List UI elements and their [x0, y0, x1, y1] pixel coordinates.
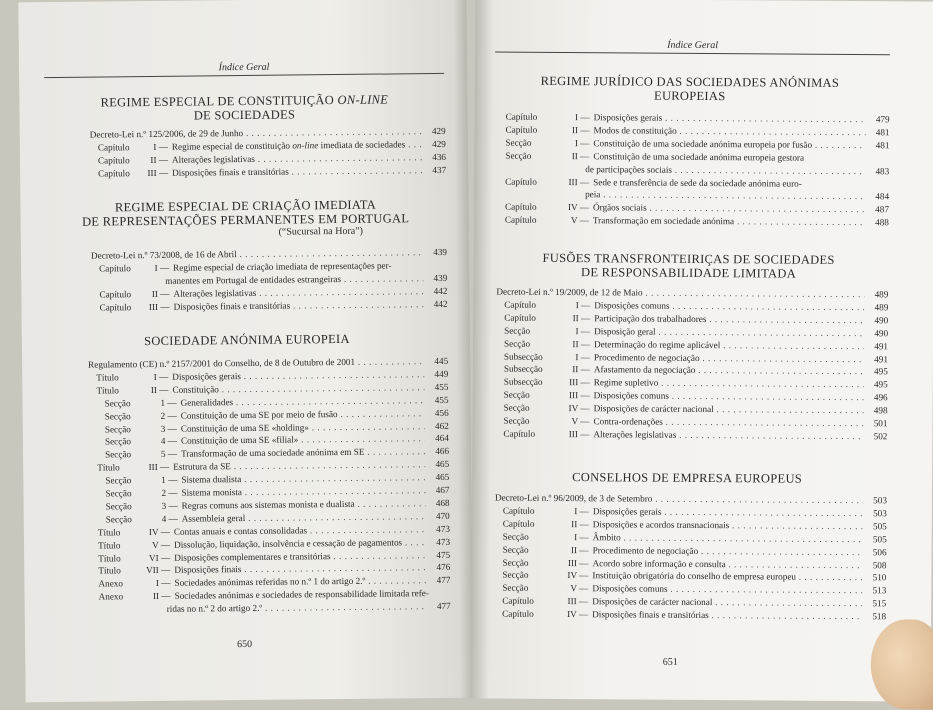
- entry-text: Transformação em sociedade anónima . . .: [593, 214, 865, 229]
- entry-page: 439: [423, 272, 447, 285]
- entry-text: Disposições gerais . . .: [594, 111, 866, 126]
- toc-group: [475, 0, 933, 2]
- entry-number: I —: [130, 577, 174, 590]
- entry-text: Decreto-Lei n.º 96/2009, de 3 de Setembro . . .: [495, 492, 863, 508]
- entry-text: Constituição de uma sociedade anónima europeia gestora: [593, 150, 865, 165]
- section-title-line: CONSELHOS DE EMPRESA EUROPEUS: [502, 470, 872, 487]
- entry-number: V —: [546, 582, 592, 595]
- left-page: [18, 0, 473, 702]
- entry-text: Acordo sobre informação e consulta . . .: [592, 557, 862, 572]
- entry-page: 484: [865, 191, 889, 204]
- entry-number: III —: [547, 428, 593, 441]
- entry-label: Capítulo: [502, 608, 546, 621]
- toc-group: [18, 0, 466, 2]
- entry-page: 481: [865, 126, 889, 139]
- entry-page: 470: [426, 510, 450, 523]
- entry-number: II —: [547, 124, 593, 137]
- entry-number: I —: [548, 299, 594, 312]
- entry-number: V —: [547, 214, 593, 227]
- entry-label: Secção: [502, 582, 546, 595]
- toc-group: [18, 0, 466, 2]
- entry-page: 503: [863, 494, 887, 507]
- entry-label: Secção: [96, 397, 136, 410]
- entry-page: 489: [864, 301, 888, 314]
- entry-text: Procedimento de negociação . . .: [593, 544, 863, 559]
- entry-number: IV —: [130, 525, 174, 538]
- entry-page: 436: [422, 151, 446, 164]
- toc-entry: [503, 427, 887, 443]
- entry-label: Secção: [504, 402, 548, 415]
- entry-text: Constituição de uma SE «holding» . . .: [181, 420, 425, 436]
- entry-label: Secção: [97, 423, 137, 436]
- entry-text: Disposições e acordos transnacionais . . .: [593, 518, 863, 533]
- entry-text: Disposições de carácter nacional . . .: [592, 595, 862, 610]
- entry-label: Capítulo: [98, 141, 132, 154]
- entry-text: Sistema dualista . . .: [181, 471, 425, 487]
- entry-label: Capítulo: [98, 154, 132, 167]
- entry-number: II —: [547, 150, 593, 163]
- entry-label: Secção: [502, 556, 546, 569]
- entry-label: Anexo: [98, 578, 130, 591]
- entry-page: 455: [424, 381, 448, 394]
- entry-number: III —: [546, 595, 592, 608]
- entry-page: 489: [864, 288, 888, 301]
- entry-label: Capítulo: [505, 201, 547, 214]
- entry-label: Título: [97, 461, 129, 474]
- section-title-line: REGIME ESPECIAL DE CONSTITUIÇÃO ON-LINE: [79, 92, 409, 109]
- entry-number: I —: [547, 505, 593, 518]
- right-page: [471, 0, 933, 702]
- entry-page: 506: [863, 546, 887, 559]
- entry-number: 4 —: [138, 512, 182, 525]
- entry-label: Título: [98, 526, 130, 539]
- entry-label: Secção: [504, 324, 548, 337]
- entry-number: 3 —: [137, 422, 181, 435]
- entry-page: 439: [423, 246, 447, 259]
- section-title-line: DE SOCIEDADES: [79, 106, 409, 123]
- entry-number: 4 —: [137, 435, 181, 448]
- entry-label: Secção: [97, 487, 137, 500]
- entry-number: IV —: [548, 402, 594, 415]
- entry-label: Secção: [504, 389, 548, 402]
- entry-text: Participação dos trabalhadores . . .: [594, 312, 864, 327]
- entry-text: de participações sociais . . .: [585, 163, 865, 178]
- entry-label: Secção: [505, 149, 547, 162]
- thumb: [870, 619, 933, 709]
- section-title-line: REGIME JURÍDICO DAS SOCIEDADES ANÓNIMAS: [505, 74, 875, 91]
- entry-number: V —: [547, 415, 593, 428]
- entry-page: 465: [425, 471, 449, 484]
- running-head-right: Índice Geral: [495, 39, 890, 56]
- entry-text: Disposições comuns . . .: [594, 389, 864, 404]
- toc-entry: [167, 600, 451, 616]
- entry-label: Secção: [98, 500, 138, 513]
- entry-label: Secção: [97, 448, 137, 461]
- toc-group: [18, 0, 466, 2]
- entry-text: manentes em Portugal de entidades estrangeiras . . .: [165, 272, 423, 288]
- entry-text: Disposições finais e transitórias . . .: [592, 608, 862, 623]
- entry-page: 476: [426, 561, 450, 574]
- entry-label: Secção: [98, 513, 138, 526]
- entry-number: II —: [548, 312, 594, 325]
- entry-page: 475: [426, 548, 450, 561]
- page-number: 650: [237, 639, 252, 650]
- entry-page: 488: [865, 216, 889, 229]
- entry-number: II —: [547, 518, 593, 531]
- entry-label: Título: [98, 552, 130, 565]
- entry-number: 5 —: [137, 448, 181, 461]
- entry-text: Constituição de uma SE por meio de fusão . . .: [181, 407, 425, 423]
- entry-text: Disposições finais e transitórias . . .: [173, 298, 423, 314]
- entry-page: 468: [426, 497, 450, 510]
- entry-text: Regime especial de criação imediata de representações per-: [173, 259, 423, 275]
- entry-page: 501: [863, 417, 887, 430]
- section-title: [505, 74, 875, 105]
- entry-page: 437: [422, 164, 446, 177]
- entry-text: Instituição obrigatória do conselho de empresa europeu . . .: [592, 570, 862, 585]
- entry-number: III —: [547, 175, 593, 188]
- section-title: [502, 470, 872, 487]
- entry-number: 3 —: [138, 500, 182, 513]
- toc-group: [475, 0, 933, 2]
- section-subtitle: (“Sucursal na Hora”): [201, 225, 441, 239]
- entry-text: Órgãos sociais . . .: [593, 202, 865, 217]
- entry-page: 456: [425, 406, 449, 419]
- entry-page: 429: [422, 125, 446, 138]
- entry-text: Estrutura da SE . . .: [173, 458, 425, 474]
- section-title-line: FUSÕES TRANSFRONTEIRIÇAS DE SOCIEDADES: [504, 251, 874, 268]
- entry-text: Disposições finais e transitórias . . .: [172, 164, 422, 180]
- entry-label: Secção: [503, 415, 547, 428]
- entry-label: Capítulo: [98, 167, 132, 180]
- entry-number: II —: [548, 363, 594, 376]
- entry-label: Capítulo: [505, 214, 547, 227]
- entry-label: Secção: [502, 569, 546, 582]
- toc-entry: [98, 164, 446, 181]
- toc-entry: [505, 214, 889, 230]
- entry-text: Sistema monista . . .: [181, 484, 425, 500]
- entry-label: Capítulo: [503, 504, 547, 517]
- section-title-line: REGIME ESPECIAL DE CRIAÇÃO IMEDIATA: [60, 197, 430, 215]
- entry-text: Disposições de carácter nacional . . .: [594, 402, 864, 417]
- entry-label: Capítulo: [99, 262, 133, 275]
- entry-page: 466: [425, 445, 449, 458]
- entry-page: 503: [863, 507, 887, 520]
- entry-page: 464: [425, 432, 449, 445]
- page-number: 651: [663, 657, 678, 668]
- entry-number: IV —: [547, 201, 593, 214]
- entry-text: Disposições finais . . .: [174, 562, 426, 578]
- entry-label: Capítulo: [504, 299, 548, 312]
- entry-page: 429: [422, 138, 446, 151]
- entry-text: peia . . .: [585, 189, 865, 204]
- section-title: [79, 92, 409, 123]
- entry-text: Regras comuns aos sistemas monista e dualista . . .: [182, 497, 426, 513]
- entry-page: 495: [864, 378, 888, 391]
- entry-page: 508: [862, 559, 886, 572]
- entry-text: Contas anuais e contas consolidadas . . .: [174, 523, 426, 539]
- entry-label: Anexo: [99, 590, 131, 603]
- entry-number: I —: [548, 111, 594, 124]
- entry-text: Assembleia geral . . .: [182, 510, 426, 526]
- entry-page: 483: [865, 165, 889, 178]
- entry-number: 1 —: [136, 396, 180, 409]
- section-title: [82, 331, 412, 348]
- entry-text: Alterações legislativas . . .: [173, 285, 423, 301]
- entry-text: Sede e transferência de sede da sociedade anónima euro-: [593, 176, 865, 191]
- entry-number: I —: [548, 350, 594, 363]
- entry-text: Disposições comuns . . .: [594, 299, 864, 314]
- entry-text: Contra-ordenações . . .: [593, 415, 863, 430]
- entry-number: I —: [547, 137, 593, 150]
- entry-text: Regime especial de constituição on-line imediata de sociedades . . .: [172, 138, 422, 154]
- entry-page: 473: [426, 535, 450, 548]
- entry-label: Capítulo: [504, 311, 548, 324]
- entry-number: IV —: [546, 608, 592, 621]
- entry-number: II —: [547, 544, 593, 557]
- entry-label: Secção: [503, 530, 547, 543]
- entry-label: Título: [96, 371, 128, 384]
- entry-page: 477: [427, 600, 451, 613]
- entry-page: 491: [864, 340, 888, 353]
- entry-label: Capítulo: [99, 301, 133, 314]
- entry-label: Capítulo: [505, 175, 547, 188]
- entry-text: Disposições comuns . . .: [592, 583, 862, 598]
- toc-group: [475, 0, 933, 2]
- entry-number: V —: [130, 538, 174, 551]
- entry-text: Decreto-Lei n.º 73/2008, de 16 de Abril . . .: [91, 246, 423, 262]
- entry-text: Procedimento de negociação . . .: [594, 351, 864, 366]
- entry-text: Dissolução, liquidação, insolvência e cessação de pagamentos . . .: [174, 536, 426, 552]
- entry-label: Subsecção: [504, 376, 548, 389]
- entry-number: III —: [548, 376, 594, 389]
- entry-label: Secção: [504, 337, 548, 350]
- entry-number: III —: [132, 166, 172, 179]
- entry-page: 467: [425, 484, 449, 497]
- entry-page: 505: [863, 520, 887, 533]
- entry-page: 465: [425, 458, 449, 471]
- entry-page: 490: [864, 327, 888, 340]
- entry-number: I —: [548, 325, 594, 338]
- entry-text: Modos de constituição . . .: [593, 124, 865, 139]
- entry-text: Disposição geral . . .: [594, 325, 864, 340]
- entry-page: 449: [424, 368, 448, 381]
- entry-label: Subsecção: [504, 363, 548, 376]
- entry-text: Alterações legislativas . . .: [172, 151, 422, 167]
- entry-page: 495: [864, 366, 888, 379]
- entry-number: 1 —: [137, 474, 181, 487]
- entry-text: Regulamento (CE) n.º 2157/2001 do Conselho, de 8 de Outubro de 2001 . . .: [88, 355, 424, 372]
- entry-number: 2 —: [137, 409, 181, 422]
- entry-label: Capítulo: [503, 517, 547, 530]
- entry-text: Sociedades anónimas e sociedades de responsabilidade limitada refe-: [175, 587, 429, 603]
- entry-text: Disposições gerais . . .: [593, 505, 863, 520]
- entry-text: Constituição de uma SE «filial» . . .: [181, 433, 425, 449]
- entry-text: Transformação de uma sociedade anónima em SE . . .: [181, 445, 425, 461]
- toc-entry: [502, 608, 886, 624]
- entry-text: Afastamento da negociação . . .: [594, 364, 864, 379]
- entry-text: Alterações legislativas . . .: [593, 428, 863, 443]
- entry-page: 442: [423, 297, 447, 310]
- entry-label: Secção: [97, 474, 137, 487]
- entry-label: Secção: [97, 410, 137, 423]
- entry-text: Regime supletivo . . .: [594, 377, 864, 392]
- entry-number: IV —: [546, 569, 592, 582]
- entry-text: Decreto-Lei n.º 125/2006, de 29 de Junho . . .: [90, 125, 422, 141]
- entry-label: Secção: [503, 543, 547, 556]
- entry-page: 462: [425, 419, 449, 432]
- entry-text: Disposições complementares e transitórias . . .: [174, 549, 426, 565]
- entry-number: VI —: [130, 551, 174, 564]
- entry-page: 515: [862, 597, 886, 610]
- section-title-line: DE RESPONSABILIDADE LIMITADA: [503, 265, 873, 282]
- entry-text: Determinação do regime aplicável . . .: [594, 338, 864, 353]
- entry-number: 2 —: [137, 487, 181, 500]
- section-title-line: DE REPRESENTAÇÕES PERMANENTES EM PORTUGAL: [61, 211, 431, 229]
- entry-label: Capítulo: [505, 124, 547, 137]
- entry-label: Capítulo: [503, 427, 547, 440]
- running-head-left: Índice Geral: [44, 60, 444, 78]
- entry-page: 518: [862, 610, 886, 623]
- entry-number: III —: [548, 389, 594, 402]
- entry-page: 473: [426, 523, 450, 536]
- entry-page: 498: [864, 404, 888, 417]
- entry-text: Disposições gerais . . .: [172, 368, 424, 384]
- entry-number: II —: [131, 590, 175, 603]
- entry-page: 442: [423, 285, 447, 298]
- section-title: [60, 197, 430, 229]
- entry-page: 445: [424, 355, 448, 368]
- entry-page: 502: [863, 430, 887, 443]
- entry-number: I —: [132, 141, 172, 154]
- section-title-line: SOCIEDADE ANÓNIMA EUROPEIA: [82, 331, 412, 348]
- entry-page: 455: [424, 394, 448, 407]
- entry-text: Generalidades . . .: [180, 394, 424, 410]
- entry-number: II —: [133, 287, 173, 300]
- entry-text: Constituição . . .: [172, 381, 424, 397]
- entry-number: II —: [128, 384, 172, 397]
- entry-page: 513: [862, 584, 886, 597]
- entry-text: Sociedades anónimas referidas no n.º 1 do artigo 2.º . . .: [174, 574, 426, 590]
- entry-number: I —: [547, 531, 593, 544]
- entry-label: Capítulo: [99, 288, 133, 301]
- entry-number: III —: [546, 556, 592, 569]
- entry-number: II —: [132, 154, 172, 167]
- entry-page: 487: [865, 203, 889, 216]
- entry-label: Título: [96, 384, 128, 397]
- section-title: [503, 251, 873, 282]
- entry-label: Capítulo: [502, 595, 546, 608]
- entry-label: Título: [98, 539, 130, 552]
- entry-number: III —: [129, 461, 173, 474]
- entry-page: 477: [426, 574, 450, 587]
- entry-label: Subsecção: [504, 350, 548, 363]
- toc-entry: [99, 297, 447, 314]
- entry-page: 481: [865, 139, 889, 152]
- entry-text: Decreto-Lei n.º 19/2009, de 12 de Maio . . .: [496, 286, 864, 302]
- entry-page: 505: [863, 533, 887, 546]
- entry-text: Constituição de uma sociedade anónima europeia por fusão . . .: [593, 137, 865, 152]
- entry-label: Título: [98, 565, 130, 578]
- section-title-line: EUROPEIAS: [505, 88, 875, 105]
- entry-label: Secção: [97, 436, 137, 449]
- entry-text: Âmbito . . .: [593, 531, 863, 546]
- entry-number: I —: [133, 262, 173, 275]
- entry-page: 490: [864, 314, 888, 327]
- entry-page: 510: [862, 572, 886, 585]
- entry-number: II —: [548, 338, 594, 351]
- entry-page: 491: [864, 353, 888, 366]
- entry-page: 496: [864, 391, 888, 404]
- entry-number: VII —: [130, 564, 174, 577]
- entry-number: I —: [128, 371, 172, 384]
- entry-label: Secção: [505, 136, 547, 149]
- entry-page: 479: [866, 113, 890, 126]
- entry-label: Capítulo: [506, 111, 548, 124]
- entry-number: III —: [133, 300, 173, 313]
- entry-text: ridas no n.º 2 do artigo 2.º . . .: [167, 600, 427, 616]
